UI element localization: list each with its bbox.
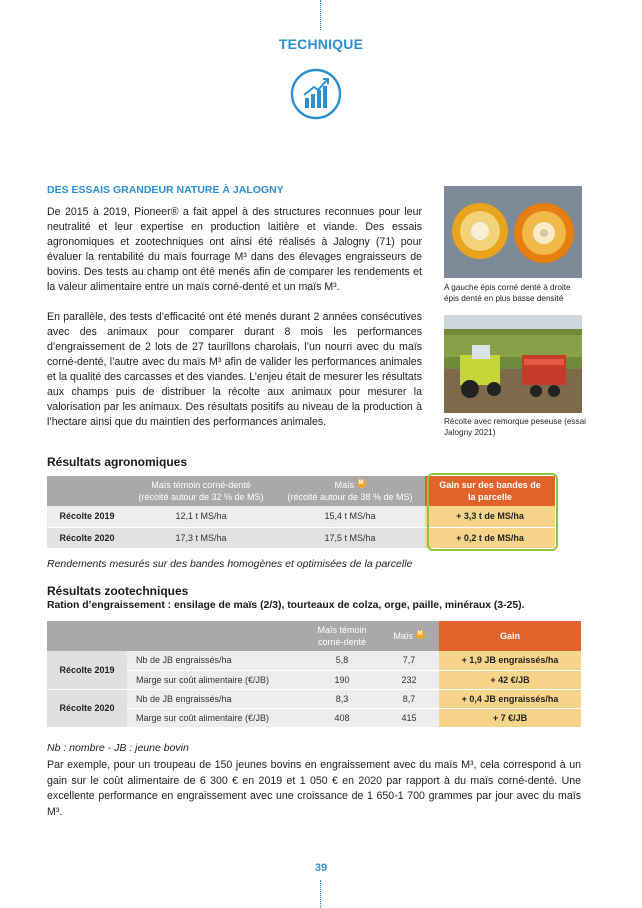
col-m3-corn [379, 621, 439, 651]
row-group-label: Récolte 2020 [47, 689, 127, 727]
intro-paragraph: De 2015 à 2019, Pioneer® a fait appel à des structures reconnues pour leur neutralité et leur expertise en production laitière et viande. Des essais agronomiques et zootechniques ont ainsi été réalisés à Jalogny (71) pour évaluer la rentabilité du maïs fourrage M³ dans des élevages engraisseurs de bovins. Des tests au champ ont été menés afin de comparer les rendements et la valeur alimentaire entre un maïs corné-denté et un maïs M³. [47, 206, 422, 293]
row-item: Nb de JB engraissés/ha [127, 689, 305, 708]
m3-logo: M [358, 480, 364, 486]
cell-gain: + 0,2 t de MS/ha [425, 527, 555, 548]
row-group-label: Récolte 2019 [47, 651, 127, 689]
cell-control: 190 [305, 670, 379, 689]
photo1-caption: A gauche épis corné denté à droite épis denté en plus basse densité [444, 283, 571, 303]
corn-cobs-photo [444, 186, 582, 278]
cell-m3: 232 [379, 670, 439, 689]
table-corner [47, 476, 127, 506]
abbreviations-note: Nb : nombre - JB : jeune bovin [47, 742, 189, 754]
cell-m3: 7,7 [379, 651, 439, 670]
table-row [47, 670, 581, 689]
col-control-corn-label: Maïs témoin corné-denté [151, 480, 251, 490]
growth-chart-icon [290, 68, 342, 120]
cell-m3: 415 [379, 708, 439, 727]
cell-gain: + 1,9 JB engraissés/ha [439, 651, 581, 670]
col-control-corn: Maïs témoin corné-denté [305, 621, 379, 651]
page-number: 39 [314, 862, 328, 874]
col-m3-corn-label: Maïs [334, 480, 354, 490]
m3-logo: M [417, 631, 423, 637]
agronomic-results-heading: Résultats agronomiques [47, 455, 188, 469]
article-headline: DES ESSAIS GRANDEUR NATURE À JALOGNY [47, 184, 284, 196]
tests-paragraph: En parallèle, des tests d’efficacité ont été menés durant 2 années consécutives avec des animaux pour comparer durant 8 mois les performances d’engraissement de 2 lots de 27 taurillons charolais, l’un nourri avec du maïs corné-denté, l’autre avec du maïs M³ afin de valider les performances animales et la qualité des carcasses et des viandes. L’enjeu était de mesurer les résultats aux champs puis de distribuer la récolte aux animaux pour mesurer la valorisation par les animaux. Des résultats positifs au niveau de la production à l’hectare ainsi que du maintien des performances animales. [47, 311, 422, 428]
col-control-corn-sub: (récolté autour de 32 % de MS) [138, 492, 264, 502]
cell-gain: + 7 €/JB [439, 708, 581, 727]
col-m3-corn [275, 476, 425, 506]
cell-control: 12,1 t MS/ha [127, 506, 275, 527]
cell-control: 17,3 t MS/ha [127, 527, 275, 548]
ration-subtitle: Ration d’engraissement : ensilage de maïs (2/3), tourteaux de colza, orge, paille, minéraux (3-25). [47, 600, 525, 611]
harvest-photo [444, 315, 582, 413]
row-item: Marge sur coût alimentaire (€/JB) [127, 708, 305, 727]
gain-highlight-frame [427, 473, 558, 551]
col-gain: Gain sur des bandes de la parcelle [425, 476, 555, 506]
cell-m3: 8,7 [379, 689, 439, 708]
table-row [47, 689, 581, 708]
cell-gain: + 42 €/JB [439, 670, 581, 689]
top-dotted-rule [320, 0, 321, 30]
conclusion-paragraph: Par exemple, pour un troupeau de 150 jeunes bovins en engraissement avec du maïs M³, cela correspond à un gain sur le coût alimentaire de 6 300 € en 2019 et 1 050 € en 2020 par rapport à du maïs corné-denté. Une excellente performance en engraissement avec une croissance de 1 650-1 700 grammes par jour avec du maïs M³. [47, 759, 581, 818]
table-corner-2 [127, 621, 305, 651]
cell-gain: + 3,3 t de MS/ha [425, 506, 555, 527]
table-corner [47, 621, 127, 651]
cell-m3: 15,4 t MS/ha [275, 506, 425, 527]
col-gain: Gain [439, 621, 581, 651]
photo2-caption: Récolte avec remorque peseuse (essai Jalogny 2021) [444, 417, 586, 437]
col-control-corn [127, 476, 275, 506]
row-label: Récolte 2020 [47, 527, 127, 548]
table-row [47, 708, 581, 727]
cell-m3: 17,5 t MS/ha [275, 527, 425, 548]
bottom-dotted-rule [320, 880, 321, 908]
zootechnical-results-heading: Résultats zootechniques [47, 584, 189, 598]
cell-control: 408 [305, 708, 379, 727]
col-m3-corn-sub: (récolté autour de 38 % de MS) [287, 492, 413, 502]
row-item: Marge sur coût alimentaire (€/JB) [127, 670, 305, 689]
cell-control: 5,8 [305, 651, 379, 670]
zootechnical-results-table [47, 621, 581, 728]
col-m3-corn-label: Maïs [393, 631, 413, 641]
row-label: Récolte 2019 [47, 506, 127, 527]
cell-gain: + 0,4 JB engraissés/ha [439, 689, 581, 708]
row-item: Nb de JB engraissés/ha [127, 651, 305, 670]
cell-control: 8,3 [305, 689, 379, 708]
table-row [47, 651, 581, 670]
agronomic-note: Rendements mesurés sur des bandes homogènes et optimisées de la parcelle [47, 558, 413, 570]
section-title: TECHNIQUE [278, 36, 364, 52]
